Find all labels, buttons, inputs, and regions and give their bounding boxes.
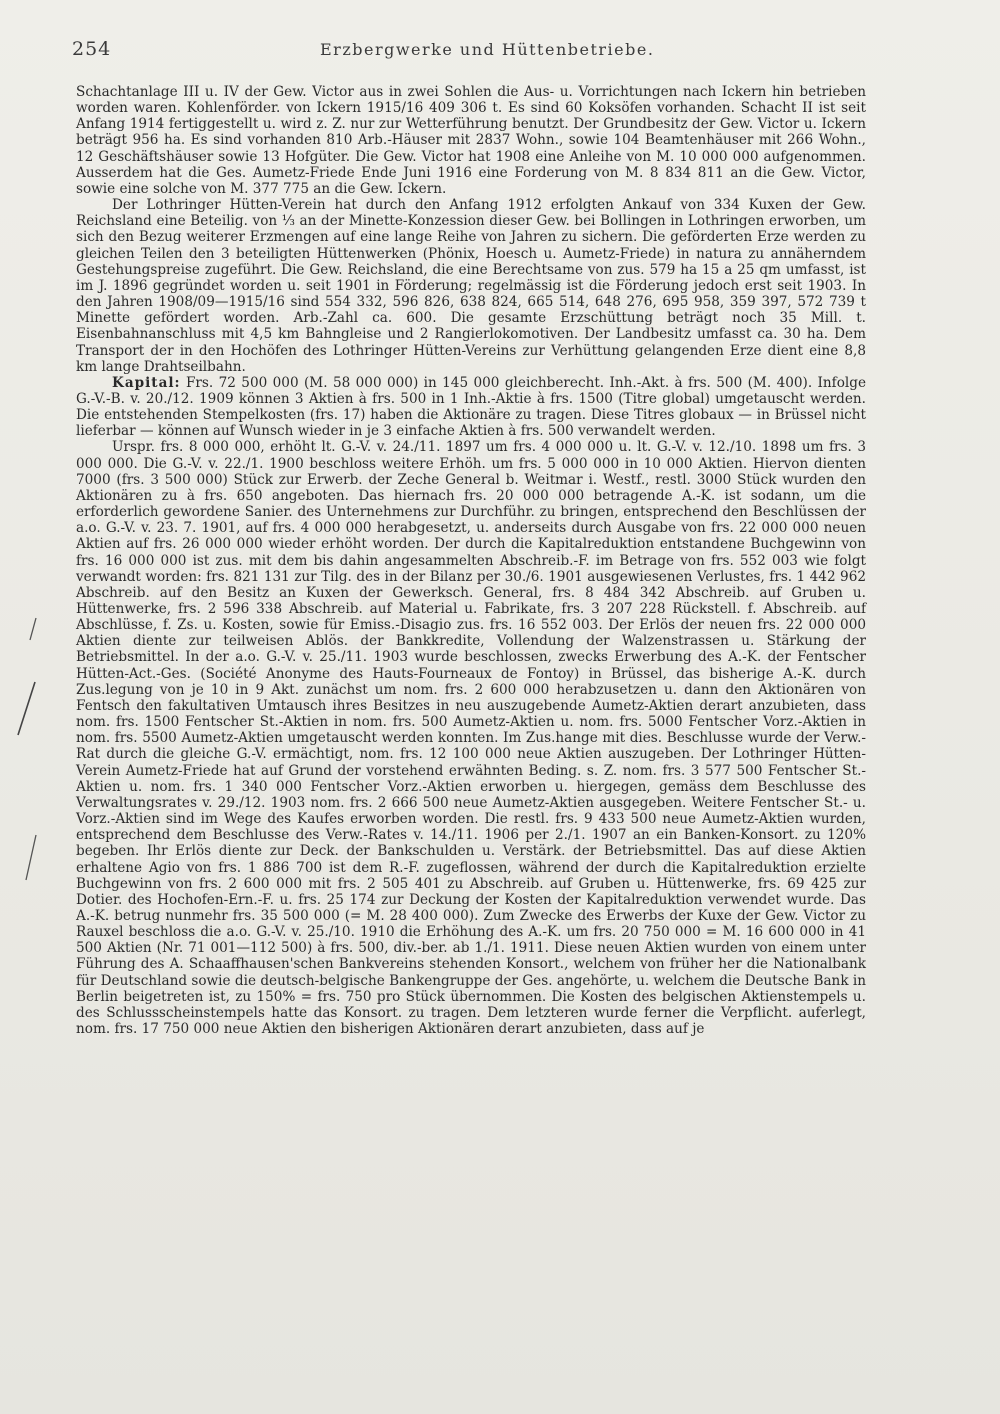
paragraph-text: Der Lothringer Hütten-Verein hat durch den Anfang 1912 erfolgten Ankauf von 334 Kuxen der Gew. Reichsland eine Beteilig. von ⅓ an der Minette-Konzession dieser Gew. bei Bollingen in Lothringen erworben, um sich den Bezug weiterer Erzmengen auf eine lange Reihe von Jahren zu sichern. Die geförderten Erze werden zu gleichen Teilen den 3 beteiligten Hüttenwerken (Phönix, Hoesch u. Aumetz-Friede) in natura zu annäherndem Gestehungspreise zugeführt. Die Gew. Reichsland, die eine Berechtsame von zus. 579 ha 15 a 25 qm umfasst, ist im J. 1896 gegründet worden u. seit 1901 in Förderung; regelmässig ist die Förderung jedoch erst seit 1903. In den Jahren 1908/09—1915/16 sind 554 332, 596 826, 638 824, 665 514, 648 276, 695 958, 359 397, 572 739 t Minette gefördert worden. Arb.-Zahl ca. 600. Die gesamte Erzschüttung beträgt noch 35 Mill. t. Eisenbahnanschluss mit 4,5 km Bahngleise und 2 Rangierlokomotiven. Der Landbesitz umfasst ca. 30 ha. Dem Transport der in den Hochöfen des Lothringer Hütten-Vereins zur Verhüttung gelangenden Erze dient eine 8,8 km lange Drahtseilbahn. [76, 197, 866, 375]
paragraph-text: Schachtanlage III u. IV der Gew. Victor aus in zwei Sohlen die Aus- u. Vorrichtungen nach Ickern hin betrieben worden waren. Kohlenförder. von Ickern 1915/16 409 306 t. Es sind 60 Koksöfen vorhanden. Schacht II ist seit Anfang 1914 fertiggestellt u. wird z. Z. nur zur Wetterführung benutzt. Der Grundbesitz der Gew. Victor u. Ickern beträgt 956 ha. Es sind vorhanden 810 Arb.-Häuser mit 2837 Wohn., sowie 104 Beamtenhäuser mit 266 Wohn., 12 Geschäftshäuser sowie 13 Hofgüter. Die Gew. Victor hat 1908 eine Anleihe von M. 10 000 000 aufgenommen. Ausserdem hat die Ges. Aumetz-Friede Ende Juni 1916 eine Forderung von M. 8 834 811 an die Gew. Victor, sowie eine solche von M. 377 775 an die Gew. Ickern. [76, 84, 866, 197]
page-number: 254 [72, 38, 112, 60]
running-head: Erzbergwerke und Hüttenbetriebe. [320, 40, 655, 59]
paragraph-kapital [76, 375, 866, 440]
paragraph-4 [76, 439, 866, 1037]
paragraph-1 [76, 84, 866, 197]
paragraph-text: Frs. 72 500 000 (M. 58 000 000) in 145 000 gleichberecht. Inh.-Akt. à frs. 500 (M. 400). Infolge G.-V.-B. v. 20./12. 1909 können 3 Aktien à frs. 500 in 1 Inh.-Aktie à frs. 1500 (Titre global) umgetauscht werden. Die entstehenden Stempelkosten (frs. 17) haben die Aktionäre zu tragen. Diese Titres globaux — in Brüssel nicht lieferbar — können auf Wunsch wieder in je 3 einfache Aktien à frs. 500 verwandelt werden. [76, 374, 866, 440]
paragraph-text: Urspr. frs. 8 000 000, erhöht lt. G.-V. v. 24./11. 1897 um frs. 4 000 000 u. lt. G.-V. v. 12./10. 1898 um frs. 3 000 000. Die G.-V. v. 22./1. 1900 beschloss weitere Erhöh. um frs. 5 000 000 in 10 000 Aktien. Hiervon dienten 7000 (frs. 3 500 000) Stück zur Erwerb. der Zeche General b. Weitmar i. Westf., restl. 3000 Stück wurden den Aktionären zu à frs. 650 angeboten. Das hiernach frs. 20 000 000 betragende A.-K. ist sodann, um die erforderlich gewordene Sanier. des Unternehmens zur Durchführ. zu bringen, entsprechend den Beschlüssen der a.o. G.-V. v. 23. 7. 1901, auf frs. 4 000 000 herabgesetzt, u. anderseits durch Ausgabe von frs. 22 000 000 neuen Aktien auf frs. 26 000 000 wieder erhöht worden. Der durch die Kapitalreduktion entstandene Buchgewinn von frs. 16 000 000 ist zus. mit dem bis dahin angesammelten Abschreib.-F. im Betrage von frs. 552 003 wie folgt verwandt worden: frs. 821 131 zur Tilg. des in der Bilanz per 30./6. 1901 ausgewiesenen Verlustes, frs. 1 442 962 Abschreib. auf den Besitz an Kuxen der Gewerksch. General, frs. 8 484 342 Abschreib. auf Gruben u. Hüttenwerke, frs. 2 596 338 Abschreib. auf Material u. Fabrikate, frs. 3 207 228 Rückstell. f. Abschreib. auf Abschlüsse, f. Zs. u. Kosten, sowie für Emiss.-Disagio zus. frs. 16 552 003. Der Erlös der neuen frs. 22 000 000 Aktien diente zur teilweisen Ablös. der Bankkredite, Vollendung der Walzenstrassen u. Stärkung der Betriebsmittel. In der a.o. G.-V. v. 25./11. 1903 wurde beschlossen, zwecks Erwerbung des A.-K. der Fentscher Hütten-Act.-Ges. (Société Anonyme des Hauts-Fourneaux de Fontoy) in Brüssel, das bisherige A.-K. durch Zus.legung von je 10 in 9 Akt. zunächst um nom. frs. 2 600 000 herabzusetzen u. dann den Aktionären von Fentsch den fakultativen Umtausch ihres Besitzes in neu auszugebende Aumetz-Aktien derart anzubieten, dass nom. frs. 1500 Fentscher St.-Aktien in nom. frs. 500 Aumetz-Aktien u. nom. frs. 5000 Fentscher Vorz.-Aktien in nom. frs. 5500 Aumetz-Aktien umgetauscht werden konnten. Im Zus.hange mit dies. Beschlusse wurde der Verw.-Rat durch die gleiche G.-V. ermächtigt, nom. frs. 12 100 000 neue Aktien auszugeben. Der Lothringer Hütten-Verein Aumetz-Friede hat auf Grund der vorstehend erwähnten Beding. s. Z. nom. frs. 3 577 500 Fentscher St.-Aktien u. nom. frs. 1 340 000 Fentscher Vorz.-Aktien erworben u. hiergegen, gemäss dem Beschlusse des Verwaltungsrates v. 29./12. 1903 nom. frs. 2 666 500 neue Aumetz-Aktien ausgegeben. Weitere Fentscher St.- u. Vorz.-Aktien sind im Wege des Kaufes erworben worden. Die restl. frs. 9 433 500 neue Aumetz-Aktien wurden, entsprechend dem Beschlusse des Verw.-Rates v. 14./11. 1906 per 2./1. 1907 an ein Banken-Konsort. zu 120% begeben. Ihr Erlös diente zur Deck. der Bankschulden u. Verstärk. der Betriebsmittel. Das auf diese Aktien erhaltene Agio von frs. 1 886 700 ist dem R.-F. zugeflossen, während der durch die Kapitalreduktion erzielte Buchgewinn von frs. 2 600 000 mit frs. 2 505 401 zu Abschreib. auf Gruben u. Hüttenwerke, frs. 69 425 zur Dotier. des Hochofen-Ern.-F. u. frs. 25 174 zur Deckung der Kosten der Kapitalreduktion verwendet wurde. Das A.-K. betrug nunmehr frs. 35 500 000 (= M. 28 400 000). Zum Zwecke des Erwerbs der Kuxe der Gew. Victor zu Rauxel beschloss die a.o. G.-V. v. 25./10. 1910 die Erhöhung des A.-K. um frs. 20 750 000 = M. 16 600 000 in 41 500 Aktien (Nr. 71 001—112 500) à frs. 500, div.-ber. ab 1./1. 1911. Diese neuen Aktien wurden von einem unter Führung des A. Schaaffhausen'schen Bankvereins stehenden Konsort., welchem von früher her die Nationalbank für Deutschland sowie die deutsch-belgische Bankengruppe der Ges. angehörte, u. welchem die Deutsche Bank in Berlin beigetreten ist, zu 150% = frs. 750 pro Stück übernommen. Die Kosten des belgischen Aktienstempels u. des Schlussscheinstempels hatte das Konsort. zu tragen. Dem letzteren wurde ferner die Verpflicht. auferlegt, nom. frs. 17 750 000 neue Aktien den bisherigen Aktionären derart anzubieten, dass auf je [76, 439, 866, 1038]
section-keyword: Kapital: [112, 374, 181, 391]
page-header [72, 38, 872, 64]
body-text [76, 84, 866, 1037]
margin-pencil-mark [0, 0, 60, 1414]
paragraph-2 [76, 197, 866, 375]
